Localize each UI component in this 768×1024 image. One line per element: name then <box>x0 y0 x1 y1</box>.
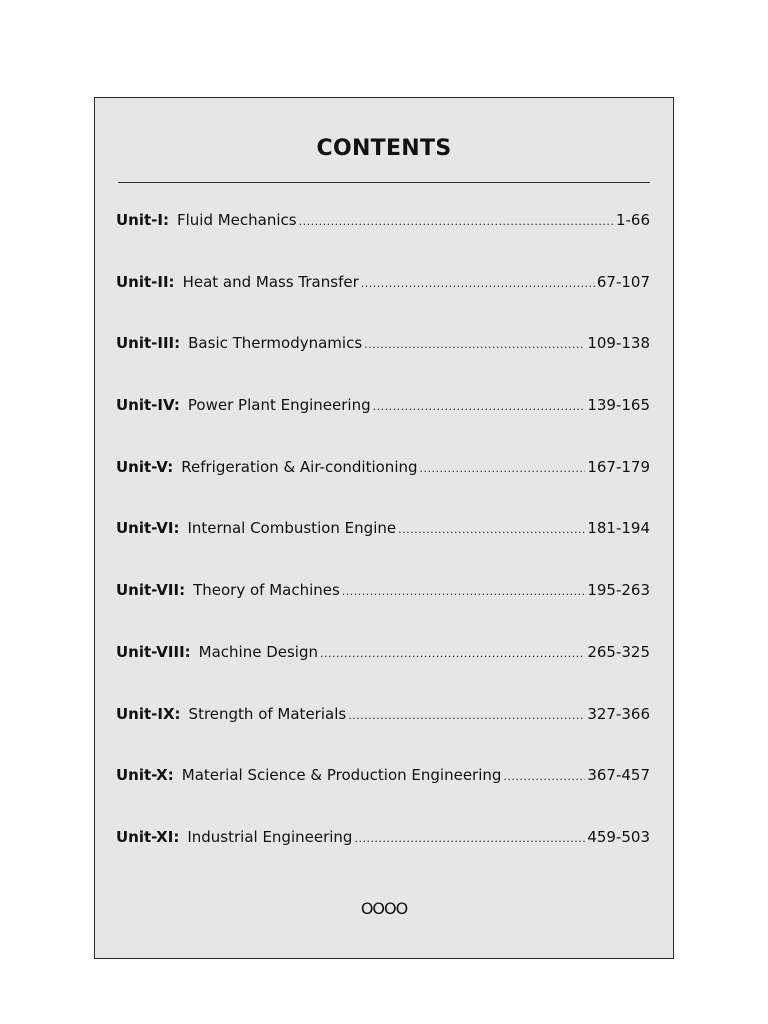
toc-topic: Basic Thermodynamics <box>188 334 363 353</box>
toc-topic: Power Plant Engineering <box>187 396 371 415</box>
toc-page-range: 181-194 <box>587 519 650 538</box>
dot-leader <box>299 215 614 228</box>
dot-leader <box>361 277 595 290</box>
toc-topic: Machine Design <box>198 642 319 661</box>
toc-entry <box>116 766 650 828</box>
toc-unit-label: Unit-VII: <box>116 581 186 600</box>
toc-page-range: 265-325 <box>587 642 650 661</box>
toc-page-range: 139-165 <box>587 396 650 415</box>
toc-topic: Strength of Materials <box>188 704 347 723</box>
toc-page-range: 367-457 <box>587 766 650 785</box>
toc-entry <box>116 581 650 643</box>
toc-entry <box>116 705 650 767</box>
toc-topic: Internal Combustion Engine <box>187 519 397 538</box>
toc-unit-label: Unit-IV: <box>116 396 180 415</box>
dot-leader <box>373 400 586 413</box>
dot-leader <box>348 709 585 722</box>
toc-topic: Industrial Engineering <box>187 827 353 846</box>
title-divider <box>118 182 650 183</box>
toc-unit-label: Unit-VIII: <box>116 642 191 661</box>
toc-page-range: 327-366 <box>587 704 650 723</box>
toc-entry <box>116 334 650 396</box>
toc-unit-label: Unit-VI: <box>116 519 180 538</box>
toc-entry <box>116 519 650 581</box>
toc-entry <box>116 458 650 520</box>
toc-topic: Theory of Machines <box>193 581 340 600</box>
toc-topic: Fluid Mechanics <box>176 211 297 229</box>
toc-topic: Material Science & Production Engineering <box>181 766 502 785</box>
end-ornament: OOOO <box>360 899 408 918</box>
dot-leader <box>364 338 585 351</box>
toc-unit-label: Unit-IX: <box>116 704 181 723</box>
toc-unit-label: Unit-I: <box>116 211 169 229</box>
toc-topic: Heat and Mass Transfer <box>182 272 359 291</box>
toc-list <box>116 211 650 890</box>
toc-unit-label: Unit-V: <box>116 457 174 476</box>
toc-unit-label: Unit-II: <box>116 272 175 291</box>
toc-unit-label: Unit-III: <box>116 334 181 353</box>
toc-entry <box>116 396 650 458</box>
toc-unit-label: Unit-XI: <box>116 827 180 846</box>
dot-leader <box>503 770 585 783</box>
dot-leader <box>398 523 585 536</box>
toc-entry <box>116 643 650 705</box>
toc-entry <box>116 273 650 335</box>
toc-entry <box>116 211 650 273</box>
toc-topic: Refrigeration & Air-conditioning <box>181 457 418 476</box>
toc-page-range: 195-263 <box>587 581 650 600</box>
toc-entry <box>116 828 650 890</box>
dot-leader <box>342 585 586 598</box>
toc-page-range: 109-138 <box>587 334 650 353</box>
page-title: CONTENTS <box>316 136 452 161</box>
toc-page-range: 459-503 <box>587 827 650 846</box>
toc-unit-label: Unit-X: <box>116 766 174 785</box>
dot-leader <box>320 647 585 660</box>
dot-leader <box>354 832 585 845</box>
toc-page-range: 167-179 <box>587 457 650 476</box>
toc-page-range: 1-66 <box>615 211 650 229</box>
toc-page-range: 67-107 <box>596 272 650 291</box>
dot-leader <box>420 462 586 475</box>
